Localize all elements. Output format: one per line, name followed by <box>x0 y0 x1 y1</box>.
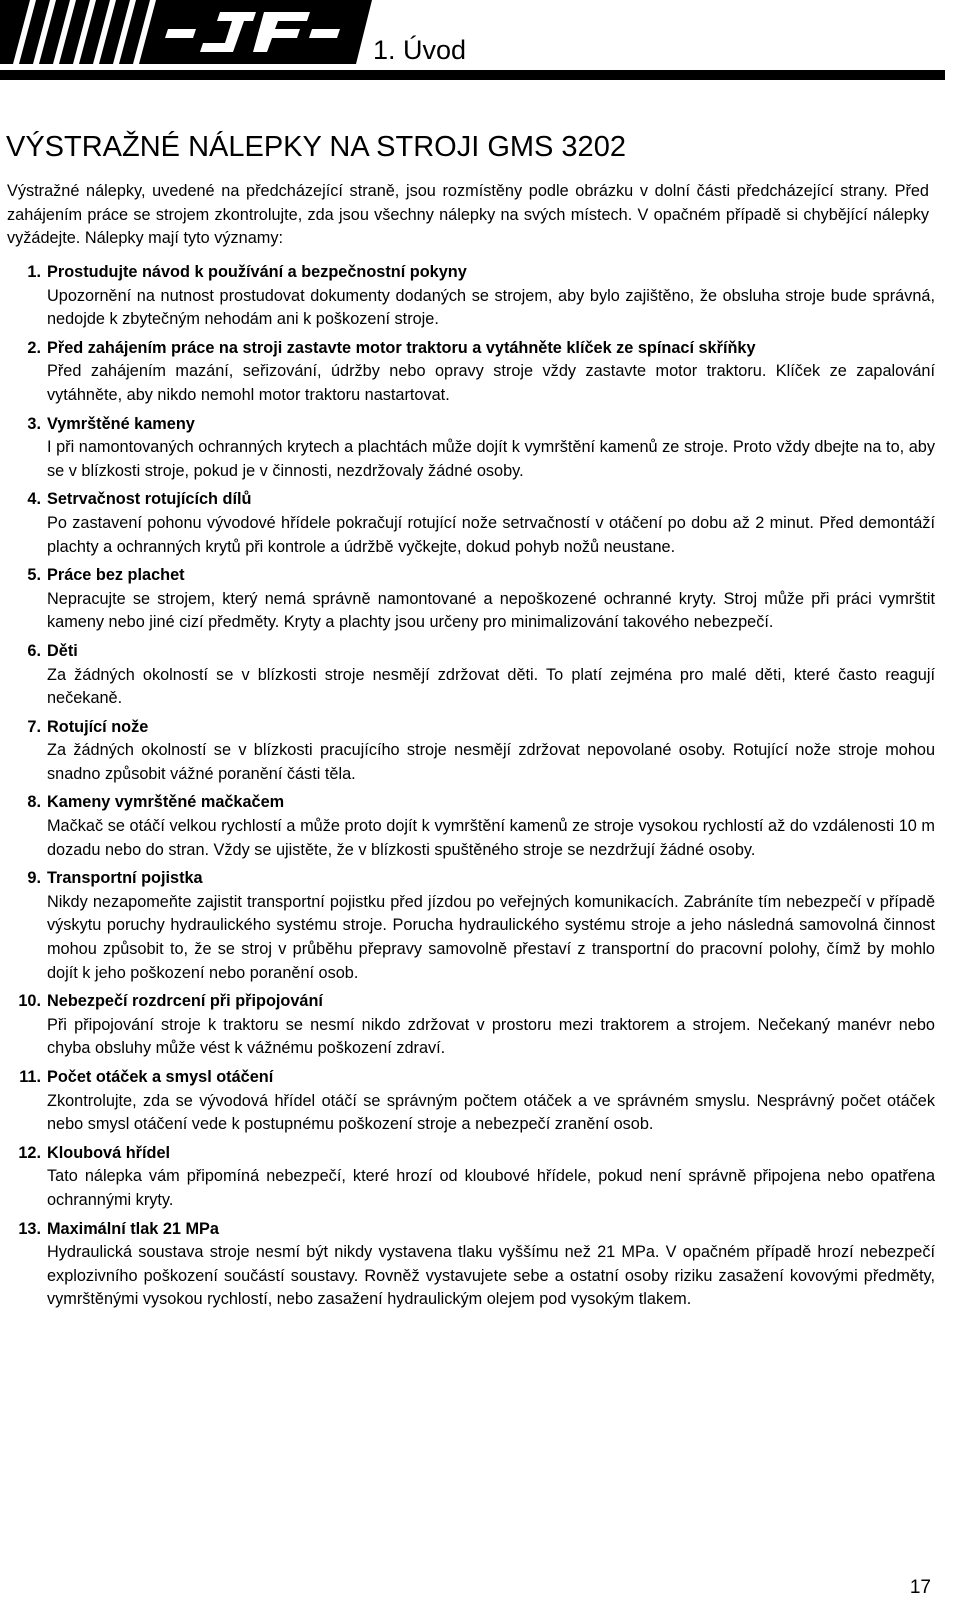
warning-title: Kameny vymrštěné mačkačem <box>47 793 285 812</box>
document-title: VÝSTRAŽNÉ NÁLEPKY NA STROJI GMS 3202 <box>6 131 626 163</box>
page-header <box>0 0 960 86</box>
warning-title: Transportní pojistka <box>47 869 203 888</box>
warning-number: 7. <box>27 717 41 736</box>
warning-item <box>0 1218 935 1312</box>
warning-item <box>0 990 935 1061</box>
warning-number: 13. <box>18 1219 41 1238</box>
warning-number: 4. <box>27 490 41 509</box>
warning-number: 8. <box>27 793 41 812</box>
warning-number: 5. <box>27 566 41 585</box>
warning-title: Nebezpečí rozdrcení při připojování <box>47 992 323 1011</box>
warning-number: 10. <box>18 992 41 1011</box>
warning-text: Za žádných okolností se v blízkosti pracujícího stroje nesmějí zdržovat nepovolané osoby. Rotující nože stroje mohou snadno způsobit vážné poranění části těla. <box>47 741 935 783</box>
warning-item <box>0 337 935 408</box>
warning-number: 3. <box>27 414 41 433</box>
warning-number: 6. <box>27 641 41 660</box>
warning-title: Prostudujte návod k používání a bezpečnostní pokyny <box>47 263 467 281</box>
warning-title: Setrvačnost rotujících dílů <box>47 490 252 509</box>
warning-text: Zkontrolujte, zda se vývodová hřídel otáčí se správným počtem otáček a ve správném smyslu. Nesprávný počet otáček nebo smysl otáčení vede k postupnému poškození stroje a nebezpečí zranění osob. <box>47 1091 935 1134</box>
warning-number: 12. <box>18 1143 41 1162</box>
warning-item <box>0 564 935 635</box>
warning-list <box>0 261 935 1317</box>
warning-item <box>0 640 935 711</box>
warning-text: Za žádných okolností se v blízkosti stroje nesmějí zdržovat děti. To platí zejména pro malé děti, které často reagují nečekaně. <box>47 665 935 708</box>
warning-title: Počet otáček a smysl otáčení <box>47 1068 274 1086</box>
warning-text: Tato nálepka vám připomíná nebezpečí, které hrozí od kloubové hřídele, pokud není správně připojena nebo opatřena ochrannými kryty. <box>47 1167 935 1209</box>
warning-text: Nepracujte se strojem, který nemá správně namontované a nepoškozené ochranné kryty. Stroj může při práci vymrštit kameny nebo jiné cizí předměty. Kryty a plachty jsou určeny pro minimalizování takového nebezpečí. <box>47 589 935 632</box>
jf-logo <box>0 0 372 64</box>
warning-item <box>0 488 935 559</box>
warning-text: Před zahájením mazání, seřizování, údržby nebo opravy stroje vždy zastavte motor traktoru. Klíček ze zapalování vytáhněte, aby nikdo nemohl motor traktoru nastartovat. <box>47 362 935 404</box>
page-number: 17 <box>909 1577 931 1598</box>
warning-title: Vymrštěné kameny <box>47 414 195 433</box>
warning-text: Mačkač se otáčí velkou rychlostí a může proto dojít k vymrštění kamenů ze stroje vysokou rychlostí až do vzdálenosti 10 m dozadu nebo do stran. Vždy se ujistěte, že v blízkosti spuštěného stroje se nezdržují žádné osoby. <box>47 817 935 859</box>
warning-title: Maximální tlak 21 MPa <box>47 1219 219 1238</box>
section-title: 1. Úvod <box>373 35 467 65</box>
warning-title: Děti <box>47 641 78 660</box>
warning-item <box>0 413 935 484</box>
warning-title: Práce bez plachet <box>47 566 185 585</box>
warning-text: Nikdy nezapomeňte zajistit transportní pojistku před jízdou po veřejných komunikacích. Zabráníte tím nebezpečí v případě výskytu poruchy hydraulického systému stroje. Porucha hydraulického systému stroje a jeho následná samovolná činnost mohou způsobit to, že se stroj v průběhu přepravy samovolně přestaví z transportní do pracovní polohy, čímž by mohlo dojít k jeho poškození nebo poranění osob. <box>47 892 935 982</box>
warning-item <box>0 867 935 985</box>
warning-item <box>0 716 935 787</box>
intro-paragraph: Výstražné nálepky, uvedené na předcházející straně, jsou rozmístěny podle obrázku v dolní části předcházející strany. Před zahájením práce se strojem zkontrolujte, zda jsou všechny nálepky na svých místech. V opačném případě si chybějící nálepky vyžádejte. Nálepky mají tyto významy: <box>7 182 929 248</box>
warning-text: Hydraulická soustava stroje nesmí být nikdy vystavena tlaku vyššímu než 21 MPa. V opačném případě hrozí nebezpečí explozivního poškození součástí soustavy. Rovněž vystavujete sebe a ostatní osoby riziku zasažení kovovými předměty, vymrštěnými vysokou rychlostí, nebo zasažení hydraulickým olejem pod vysokým tlakem. <box>47 1243 935 1309</box>
warning-item <box>0 1142 935 1213</box>
warning-number: 11. <box>19 1068 41 1086</box>
warning-number: 1. <box>27 263 41 281</box>
warning-text: Upozornění na nutnost prostudovat dokumenty dodaných se strojem, aby bylo zajištěno, že obsluha stroje bude správná, nedojde k zbytečným nehodám ani k poškození stroje. <box>47 286 935 329</box>
warning-item <box>0 791 935 862</box>
warning-text: Po zastavení pohonu vývodové hřídele pokračují rotující nože setrvačností v otáčení po dobu až 2 minut. Před demontáží plachty a ochranných krytů při kontrole a údržbě vyčkejte, dokud pohyb nožů neustane. <box>47 513 935 556</box>
warning-item <box>0 1066 935 1137</box>
warning-number: 9. <box>27 869 41 888</box>
warning-title: Rotující nože <box>47 717 149 736</box>
warning-item <box>0 261 935 332</box>
warning-title: Před zahájením práce na stroji zastavte motor traktoru a vytáhněte klíček ze spínací skříňky <box>47 338 756 357</box>
warning-number: 2. <box>27 338 41 357</box>
warning-text: Při připojování stroje k traktoru se nesmí nikdo zdržovat v prostoru mezi traktorem a strojem. Nečekaný manévr nebo chyba obsluhy může vést k vážnému poškození zdraví. <box>47 1015 935 1058</box>
warning-text: I při namontovaných ochranných krytech a plachtách může dojít k vymrštění kamenů ze stroje. Proto vždy dbejte na to, aby se v blízkosti stroje, pokud je v činnosti, nezdržovaly žádné osoby. <box>47 438 935 480</box>
header-rule <box>0 66 945 86</box>
warning-title: Kloubová hřídel <box>47 1143 171 1162</box>
